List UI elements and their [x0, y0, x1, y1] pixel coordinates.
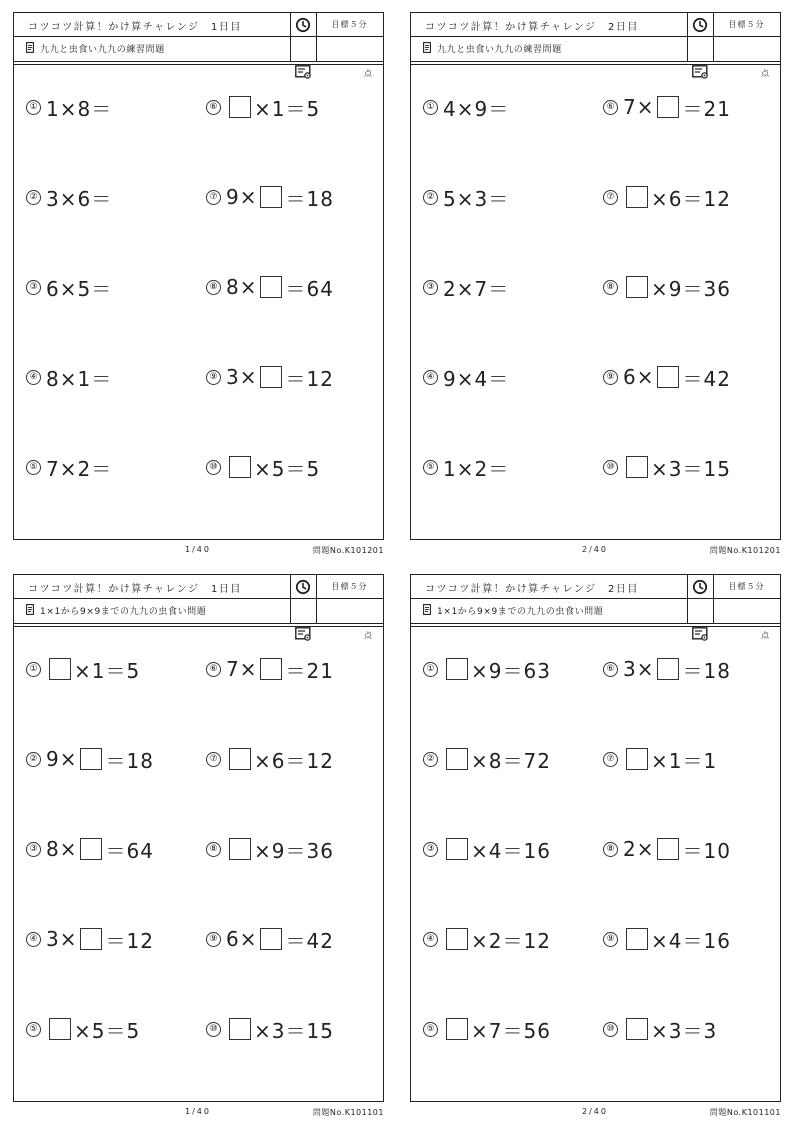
answer-box[interactable]: [229, 1018, 251, 1040]
header-divider: [290, 575, 291, 623]
header-row-title: [411, 13, 780, 37]
question-number: ③: [26, 280, 41, 295]
math-question: [603, 744, 717, 774]
question-number: ⑤: [26, 1022, 41, 1037]
clock-icon: [692, 579, 708, 595]
header-row-subtitle: [411, 37, 780, 78]
math-question: [26, 182, 112, 212]
math-question: [603, 362, 731, 392]
math-question: [603, 924, 731, 954]
answer-box[interactable]: [626, 456, 648, 478]
question-text-after: ＝64: [285, 276, 334, 301]
answer-box[interactable]: [626, 1018, 648, 1040]
question-text-after: ＝42: [285, 928, 334, 953]
header-divider: [687, 575, 688, 623]
question-number: ⑦: [603, 190, 618, 205]
question-number: ⑨: [206, 932, 221, 947]
math-question: [423, 924, 551, 954]
question-number: ⑤: [423, 1022, 438, 1037]
header-row-subtitle: [14, 599, 383, 640]
worksheet-card: [13, 12, 384, 540]
question-text-after: ×3＝3: [651, 1018, 718, 1043]
worksheet-top-right: [410, 12, 781, 557]
math-question: [206, 452, 320, 482]
question-text-after: ×1＝1: [651, 748, 718, 773]
clock-icon: [295, 579, 311, 595]
math-question: [26, 924, 154, 954]
answer-box[interactable]: [80, 928, 102, 950]
math-question: [603, 92, 731, 122]
math-question: [423, 744, 551, 774]
problem-number: 問題No.K101201: [709, 546, 781, 555]
problem-number: 問題No.K101201: [312, 546, 384, 555]
question-text-after: ×5＝5: [74, 1018, 141, 1043]
score-card-icon: [692, 627, 709, 642]
question-text-after: ×4＝16: [471, 838, 551, 863]
answer-box[interactable]: [446, 658, 468, 680]
header-divider: [713, 575, 714, 623]
question-number: ⑥: [603, 662, 618, 677]
question-text-after: ＝42: [682, 366, 731, 391]
header-rule: [411, 623, 780, 624]
question-text-after: ×3＝15: [254, 1018, 334, 1043]
answer-box[interactable]: [446, 748, 468, 770]
question-text-before: 3×: [46, 927, 78, 951]
header-divider: [687, 13, 688, 61]
header-row-title: [411, 575, 780, 599]
answer-box[interactable]: [260, 928, 282, 950]
math-question: [603, 834, 731, 864]
question-number: ③: [423, 280, 438, 295]
worksheet-header: [411, 13, 780, 78]
header-rule: [14, 61, 383, 62]
question-text-after: ×9＝36: [651, 276, 731, 301]
header-divider: [316, 575, 317, 623]
question-text-before: 7×: [623, 95, 655, 119]
question-text-after: ×2＝12: [471, 928, 551, 953]
question-number: ②: [26, 190, 41, 205]
math-question: [423, 654, 551, 684]
question-text-after: ＝18: [285, 186, 334, 211]
question-text-after: ×7＝56: [471, 1018, 551, 1043]
answer-box[interactable]: [260, 366, 282, 388]
math-question: [206, 362, 334, 392]
points-label: 点: [761, 631, 769, 640]
question-text-after: ×6＝12: [651, 186, 731, 211]
worksheet-card: [410, 12, 781, 540]
answer-box[interactable]: [260, 276, 282, 298]
question-number: ⑨: [603, 932, 618, 947]
worksheet-card: [410, 574, 781, 1102]
math-question: [26, 92, 112, 122]
document-icon: [26, 42, 34, 53]
document-icon: [423, 604, 431, 615]
question-number: ⑦: [206, 752, 221, 767]
question-text-before: 2×7＝: [443, 276, 510, 301]
question-text-before: 3×: [226, 365, 258, 389]
math-question: [423, 272, 509, 302]
worksheet-subtitle: 九九と虫食い九九の練習問題: [40, 45, 165, 55]
question-number: ⑧: [603, 280, 618, 295]
answer-box[interactable]: [657, 366, 679, 388]
question-text-after: ×8＝72: [471, 748, 551, 773]
points-label: 点: [761, 69, 769, 78]
answer-box[interactable]: [229, 748, 251, 770]
math-question: [603, 452, 731, 482]
worksheet-header: [14, 575, 383, 640]
header-rule: [411, 626, 780, 627]
header-rule: [14, 64, 383, 65]
math-question: [26, 744, 154, 774]
math-question: [26, 272, 112, 302]
question-number: ⑤: [423, 460, 438, 475]
question-number: ⑩: [603, 460, 618, 475]
question-text-after: ＝21: [682, 96, 731, 121]
answer-box[interactable]: [80, 748, 102, 770]
question-number: ⑨: [206, 370, 221, 385]
question-text-before: 8×: [46, 837, 78, 861]
question-number: ③: [26, 842, 41, 857]
worksheet-subtitle: 1×1から9×9までの九九の虫食い問題: [40, 607, 207, 617]
math-question: [206, 182, 334, 212]
answer-box[interactable]: [657, 658, 679, 680]
question-text-before: 6×: [623, 365, 655, 389]
time-goal: 目標５分: [331, 20, 368, 29]
math-question: [423, 834, 551, 864]
question-number: ①: [423, 100, 438, 115]
header-divider: [316, 13, 317, 61]
question-number: ⑤: [26, 460, 41, 475]
question-number: ②: [423, 752, 438, 767]
math-question: [206, 272, 334, 302]
clock-icon: [692, 17, 708, 33]
question-text-before: 4×9＝: [443, 96, 510, 121]
document-icon: [423, 42, 431, 53]
answer-box[interactable]: [229, 456, 251, 478]
worksheet-subtitle: 1×1から9×9までの九九の虫食い問題: [437, 607, 604, 617]
answer-box[interactable]: [626, 928, 648, 950]
question-text-before: 1×8＝: [46, 96, 113, 121]
question-text-after: ×3＝15: [651, 456, 731, 481]
document-icon: [26, 604, 34, 615]
math-question: [26, 834, 154, 864]
question-text-before: 6×5＝: [46, 276, 113, 301]
question-number: ⑧: [206, 280, 221, 295]
header-divider: [290, 13, 291, 61]
math-question: [26, 452, 112, 482]
question-number: ④: [26, 932, 41, 947]
question-text-before: 9×4＝: [443, 366, 510, 391]
header-rule: [14, 623, 383, 624]
math-question: [603, 1014, 717, 1044]
math-question: [206, 92, 320, 122]
question-number: ⑥: [206, 100, 221, 115]
question-text-before: 5×3＝: [443, 186, 510, 211]
page-counter: 2/40: [582, 1107, 608, 1116]
math-question: [423, 452, 509, 482]
question-number: ⑦: [603, 752, 618, 767]
math-question: [206, 1014, 334, 1044]
worksheet-bottom-right: [410, 574, 781, 1119]
question-number: ①: [26, 662, 41, 677]
worksheet-title: コツコツ計算！かけ算チャレンジ 2日目: [425, 584, 639, 595]
question-text-before: 7×: [226, 657, 258, 681]
question-number: ⑩: [603, 1022, 618, 1037]
header-row-subtitle: [411, 599, 780, 640]
answer-box[interactable]: [446, 838, 468, 860]
worksheet-header: [411, 575, 780, 640]
problem-number: 問題No.K101101: [709, 1108, 781, 1117]
question-text-before: 9×: [226, 185, 258, 209]
time-goal: 目標５分: [728, 20, 765, 29]
question-text-after: ＝64: [105, 838, 154, 863]
page-counter: 1/40: [185, 1107, 211, 1116]
question-number: ②: [26, 752, 41, 767]
question-text-after: ＝12: [285, 366, 334, 391]
header-divider: [713, 13, 714, 61]
header-row-subtitle: [14, 37, 383, 78]
question-text-before: 6×: [226, 927, 258, 951]
answer-box[interactable]: [626, 186, 648, 208]
worksheet-top-left: [13, 12, 384, 557]
question-number: ③: [423, 842, 438, 857]
worksheet-card: [13, 574, 384, 1102]
question-number: ⑩: [206, 1022, 221, 1037]
question-text-before: 3×6＝: [46, 186, 113, 211]
worksheet-title: コツコツ計算！かけ算チャレンジ 1日目: [28, 22, 242, 33]
answer-box[interactable]: [80, 838, 102, 860]
question-number: ⑥: [206, 662, 221, 677]
math-question: [423, 182, 509, 212]
question-number: ⑥: [603, 100, 618, 115]
question-text-before: 7×2＝: [46, 456, 113, 481]
question-text-after: ＝18: [682, 658, 731, 683]
answer-box[interactable]: [626, 748, 648, 770]
math-question: [603, 654, 731, 684]
answer-box[interactable]: [260, 186, 282, 208]
question-number: ⑩: [206, 460, 221, 475]
worksheet-title: コツコツ計算！かけ算チャレンジ 1日目: [28, 584, 242, 595]
question-text-after: ×9＝63: [471, 658, 551, 683]
question-number: ④: [423, 932, 438, 947]
header-rule: [14, 626, 383, 627]
answer-box[interactable]: [229, 838, 251, 860]
question-text-before: 8×1＝: [46, 366, 113, 391]
question-text-before: 1×2＝: [443, 456, 510, 481]
question-number: ④: [423, 370, 438, 385]
worksheet-subtitle: 九九と虫食い九九の練習問題: [437, 45, 562, 55]
header-row-title: [14, 575, 383, 599]
question-text-after: ＝18: [105, 748, 154, 773]
time-goal: 目標５分: [331, 582, 368, 591]
question-text-after: ×5＝5: [254, 456, 321, 481]
question-number: ⑦: [206, 190, 221, 205]
score-card-icon: [692, 65, 709, 80]
answer-box[interactable]: [260, 658, 282, 680]
question-number: ②: [423, 190, 438, 205]
header-rule: [411, 64, 780, 65]
question-number: ④: [26, 370, 41, 385]
answer-box[interactable]: [657, 838, 679, 860]
math-question: [603, 182, 731, 212]
question-text-after: ×6＝12: [254, 748, 334, 773]
points-label: 点: [364, 69, 372, 78]
question-text-before: 3×: [623, 657, 655, 681]
points-label: 点: [364, 631, 372, 640]
question-text-after: ×4＝16: [651, 928, 731, 953]
score-card-icon: [295, 627, 312, 642]
math-question: [206, 744, 334, 774]
question-text-after: ＝10: [682, 838, 731, 863]
answer-box[interactable]: [626, 276, 648, 298]
worksheet-title: コツコツ計算！かけ算チャレンジ 2日目: [425, 22, 639, 33]
math-question: [206, 654, 334, 684]
question-text-after: ×1＝5: [74, 658, 141, 683]
math-question: [26, 362, 112, 392]
answer-box[interactable]: [446, 928, 468, 950]
clock-icon: [295, 17, 311, 33]
question-text-after: ×9＝36: [254, 838, 334, 863]
math-question: [423, 92, 509, 122]
time-goal: 目標５分: [728, 582, 765, 591]
question-text-after: ＝21: [285, 658, 334, 683]
math-question: [206, 834, 334, 864]
answer-box[interactable]: [49, 1018, 71, 1040]
question-number: ①: [26, 100, 41, 115]
math-question: [423, 1014, 551, 1044]
question-text-after: ＝12: [105, 928, 154, 953]
answer-box[interactable]: [49, 658, 71, 680]
answer-box[interactable]: [446, 1018, 468, 1040]
question-text-before: 2×: [623, 837, 655, 861]
question-text-before: 8×: [226, 275, 258, 299]
math-question: [26, 1014, 140, 1044]
question-number: ⑧: [206, 842, 221, 857]
problem-number: 問題No.K101101: [312, 1108, 384, 1117]
math-question: [206, 924, 334, 954]
header-row-title: [14, 13, 383, 37]
question-text-after: ×1＝5: [254, 96, 321, 121]
math-question: [603, 272, 731, 302]
header-rule: [411, 61, 780, 62]
math-question: [26, 654, 140, 684]
question-text-before: 9×: [46, 747, 78, 771]
question-number: ①: [423, 662, 438, 677]
page-counter: 2/40: [582, 545, 608, 554]
math-question: [423, 362, 509, 392]
answer-box[interactable]: [229, 96, 251, 118]
answer-box[interactable]: [657, 96, 679, 118]
page-counter: 1/40: [185, 545, 211, 554]
worksheet-header: [14, 13, 383, 78]
worksheet-bottom-left: [13, 574, 384, 1119]
question-number: ⑧: [603, 842, 618, 857]
score-card-icon: [295, 65, 312, 80]
question-number: ⑨: [603, 370, 618, 385]
